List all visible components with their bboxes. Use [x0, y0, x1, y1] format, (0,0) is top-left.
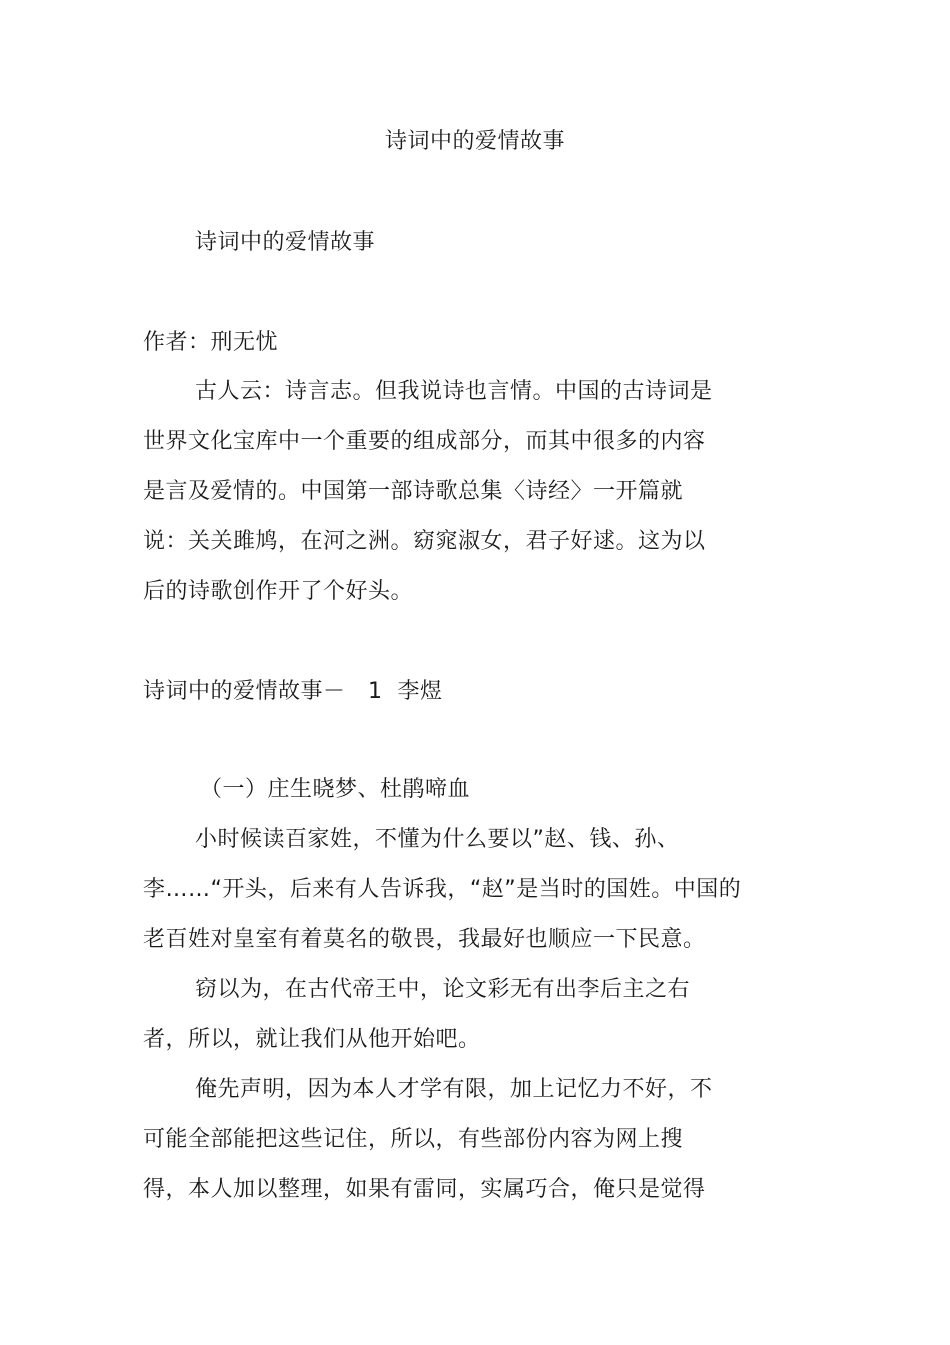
- document-subtitle: 诗词中的爱情故事: [195, 230, 376, 255]
- intro-paragraph-line: 是言及爱情的。中国第一部诗歌总集〈诗经〉一开篇就: [143, 479, 684, 504]
- document-title: 诗词中的爱情故事: [384, 129, 565, 154]
- body-paragraph-line: 得，本人加以整理，如果有雷同，实属巧合，俺只是觉得: [143, 1177, 706, 1202]
- intro-paragraph-line: 后的诗歌创作开了个好头。: [143, 579, 414, 604]
- body-paragraph-line: 李……“开头，后来有人告诉我，“赵”是当时的国姓。中国的: [143, 877, 742, 902]
- body-paragraph-line: 者，所以，就让我们从他开始吧。: [143, 1027, 481, 1052]
- body-paragraph-line: 窃以为，在古代帝王中，论文彩无有出李后主之右: [195, 977, 691, 1002]
- author-line: 作者：刑无忧: [143, 330, 279, 355]
- body-paragraph-line: 俺先声明，因为本人才学有限，加上记忆力不好，不: [195, 1077, 713, 1102]
- intro-paragraph-line: 古人云：诗言志。但我说诗也言情。中国的古诗词是: [195, 379, 713, 404]
- body-paragraph-line: 小时候读百家姓，不懂为什么要以”赵、钱、孙、: [195, 827, 680, 852]
- intro-paragraph-line: 世界文化宝库中一个重要的组成部分，而其中很多的内容: [143, 429, 706, 454]
- body-paragraph-line: 老百姓对皇室有着莫名的敬畏，我最好也顺应一下民意。: [143, 927, 706, 952]
- body-paragraph-line: 可能全部能把这些记住，所以，有些部份内容为网上搜: [143, 1127, 684, 1152]
- section-subheading: （一）庄生晓梦、杜鹃啼血: [200, 777, 471, 802]
- intro-paragraph-line: 说：关关雎鸠，在河之洲。窈窕淑女，君子好逑。这为以: [143, 529, 706, 554]
- section-heading: 诗词中的爱情故事－ 1 李煜: [143, 679, 443, 704]
